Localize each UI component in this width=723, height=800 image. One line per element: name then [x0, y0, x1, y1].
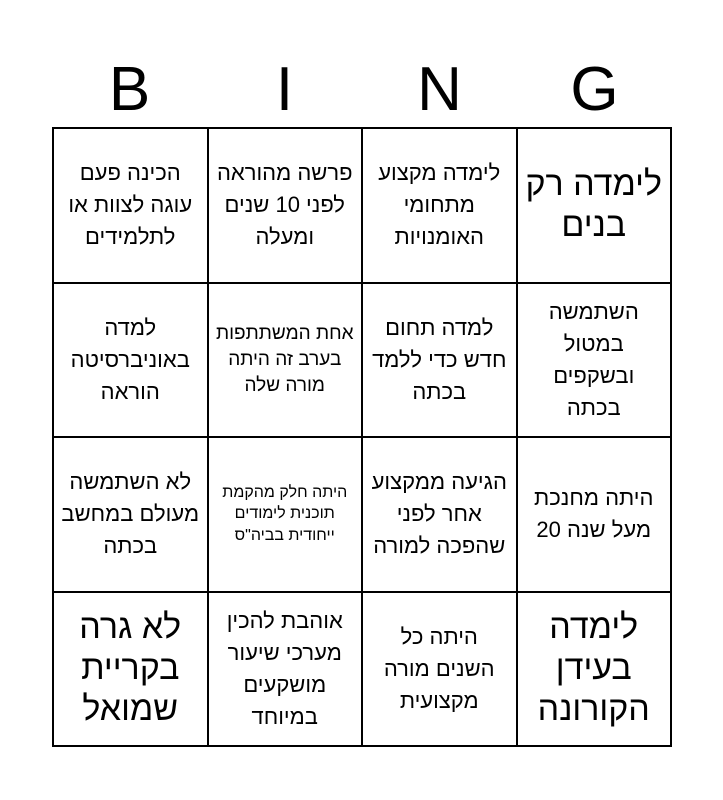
- bingo-cell[interactable]: [208, 128, 363, 283]
- bingo-cell[interactable]: [53, 128, 208, 283]
- bingo-cell[interactable]: [517, 437, 672, 592]
- bingo-cell[interactable]: [208, 283, 363, 438]
- bingo-cell[interactable]: [517, 592, 672, 747]
- bingo-cell[interactable]: [53, 437, 208, 592]
- cell-text: לימדה רק בנים: [525, 164, 663, 245]
- cell-text: השתמשה במטול ובשקפים בכתה: [548, 298, 639, 420]
- bingo-cell[interactable]: [53, 592, 208, 747]
- cell-text: למדה באוניברסיטה הוראה: [70, 314, 190, 404]
- bingo-cell[interactable]: [362, 437, 517, 592]
- bingo-cell[interactable]: [517, 128, 672, 283]
- header-letter-b: B: [108, 55, 151, 124]
- bingo-cell[interactable]: [517, 283, 672, 438]
- bingo-header: [52, 52, 672, 128]
- cell-text: הגיעה ממקצוע אחר לפני שהפכה למורה: [371, 469, 507, 559]
- cell-text: הכינה פעם עוגה לצוות או לתלמידים: [68, 160, 193, 250]
- cell-text: אוהבת להכין מערכי שיעור מושקעים במיוחד: [226, 607, 343, 729]
- bingo-grid: [52, 127, 672, 747]
- cell-text: לא השתמשה מעולם במחשב בכתה: [61, 469, 200, 559]
- header-letter-g: G: [570, 55, 619, 124]
- cell-text: לימדה בעידן הקורונה: [537, 607, 650, 729]
- bingo-cell[interactable]: [362, 128, 517, 283]
- cell-text: היתה כל השנים מורה מקצועית: [383, 623, 495, 713]
- header-letter-i: I: [275, 55, 294, 124]
- bingo-cell[interactable]: [208, 437, 363, 592]
- cell-text: היתה מחנכת מעל שנה 20: [534, 485, 654, 543]
- cell-text: פרשה מהוראה לפני 10 שנים ומעלה: [216, 160, 353, 250]
- cell-text: לימדה מקצוע מתחומי האומנויות: [378, 160, 501, 250]
- cell-text: למדה תחום חדש כדי ללמד בכתה: [372, 314, 507, 404]
- cell-text: לא גרה בקריית שמואל: [79, 607, 182, 729]
- bingo-cell[interactable]: [53, 283, 208, 438]
- cell-text: אחת המשתתפות בערב זה היתה מורה שלה: [215, 323, 354, 396]
- bingo-cell[interactable]: [208, 592, 363, 747]
- bingo-cell[interactable]: [362, 592, 517, 747]
- cell-text: היתה חלק מהקמת תוכנית לימודים ייחודית בביה"ס: [222, 483, 348, 545]
- header-letter-n: N: [417, 55, 462, 124]
- bingo-cell[interactable]: [362, 283, 517, 438]
